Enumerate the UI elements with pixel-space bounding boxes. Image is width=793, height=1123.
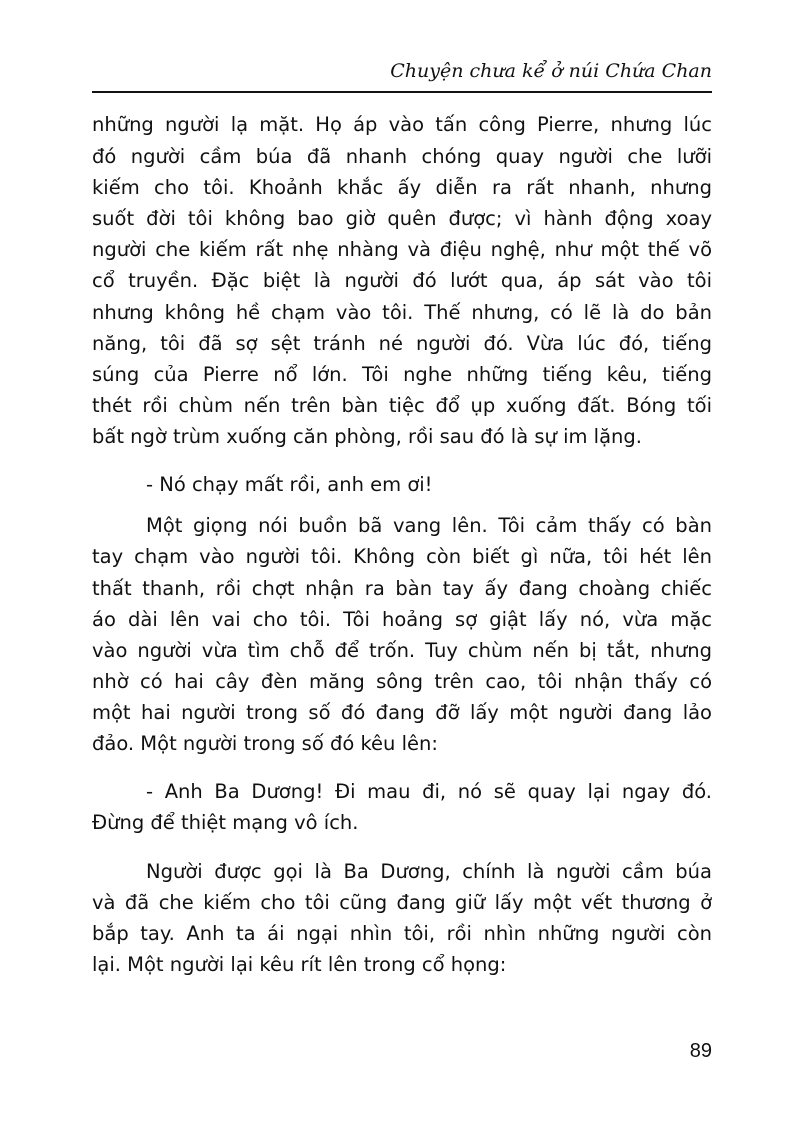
- text-line: áo dài lên vai cho tôi. Tôi hoảng sợ giật lấy nó, vừa mặc: [92, 608, 712, 631]
- dialogue-line: - Nó chạy mất rồi, anh em ơi!: [146, 473, 433, 496]
- dialogue-line: - Anh Ba Dương! Đi mau đi, nó sẽ quay lại ngay đó.: [146, 780, 712, 803]
- running-header: Chuyện chưa kể ở núi Chứa Chan: [390, 60, 712, 82]
- text-line: suốt đời tôi không bao giờ quên được; vì hành động xoay: [92, 207, 712, 230]
- text-line: tay chạm vào người tôi. Không còn biết gì nữa, tôi hét lên: [92, 545, 712, 568]
- text-line: người che kiếm rất nhẹ nhàng và điệu nghệ, như một thế võ: [92, 238, 712, 261]
- text-line: Người được gọi là Ba Dương, chính là người cầm búa: [146, 860, 712, 883]
- text-line: bắp tay. Anh ta ái ngại nhìn tôi, rồi nhìn những người còn: [92, 922, 712, 945]
- header-rule: [92, 91, 712, 93]
- text-line: thất thanh, rồi chợt nhận ra bàn tay ấy đang choàng chiếc: [92, 577, 712, 600]
- text-line: một hai người trong số đó đang đỡ lấy một người đang lảo: [92, 701, 712, 724]
- text-line: lại. Một người lại kêu rít lên trong cổ họng:: [92, 953, 507, 976]
- text-line: Một giọng nói buồn bã vang lên. Tôi cảm thấy có bàn: [146, 514, 712, 537]
- text-line: Đừng để thiệt mạng vô ích.: [92, 811, 359, 834]
- text-line: nhưng không hề chạm vào tôi. Thế nhưng, có lẽ là do bản: [92, 301, 712, 324]
- page-number: 89: [689, 1040, 712, 1062]
- text-line: kiếm cho tôi. Khoảnh khắc ấy diễn ra rất nhanh, nhưng: [92, 176, 712, 199]
- text-line: thét rồi chùm nến trên bàn tiệc đổ ụp xuống đất. Bóng tối: [92, 394, 712, 417]
- text-line: và đã che kiếm cho tôi cũng đang giữ lấy một vết thương ở: [92, 891, 712, 914]
- text-line: năng, tôi đã sợ sệt tránh né người đó. Vừa lúc đó, tiếng: [92, 332, 712, 355]
- text-line: đó người cầm búa đã nhanh chóng quay người che lưỡi: [92, 145, 712, 168]
- text-line: cổ truyền. Đặc biệt là người đó lướt qua, áp sát vào tôi: [92, 269, 712, 292]
- text-line: nhờ có hai cây đèn măng sông trên cao, tôi nhận thấy có: [92, 670, 712, 693]
- text-line: vào người vừa tìm chỗ để trốn. Tuy chùm nến bị tắt, nhưng: [92, 639, 712, 662]
- text-line: những người lạ mặt. Họ áp vào tấn công Pierre, nhưng lúc: [92, 113, 712, 136]
- text-line: súng của Pierre nổ lớn. Tôi nghe những tiếng kêu, tiếng: [92, 363, 712, 386]
- text-line: bất ngờ trùm xuống căn phòng, rồi sau đó là sự im lặng.: [92, 425, 642, 448]
- text-line: đảo. Một người trong số đó kêu lên:: [92, 732, 438, 755]
